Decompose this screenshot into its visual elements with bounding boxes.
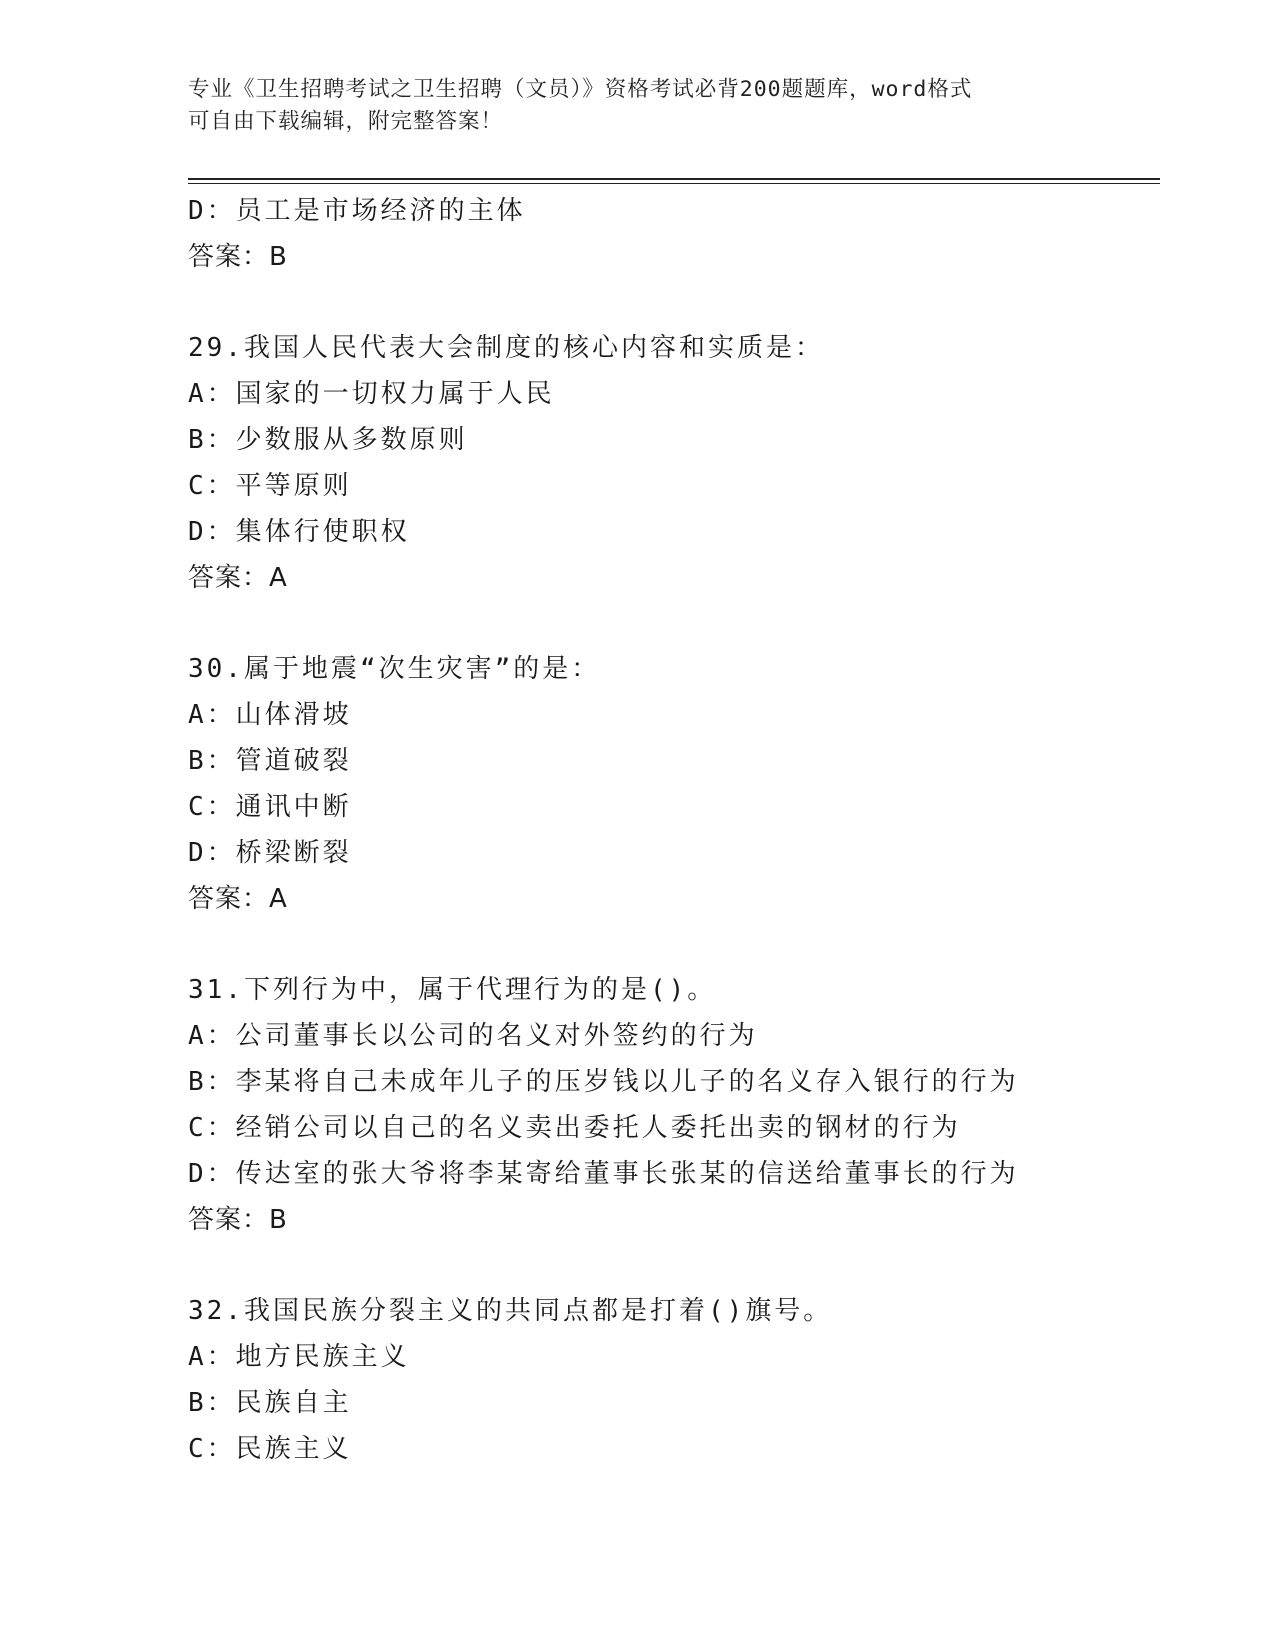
question-block-29 xyxy=(188,325,1168,601)
question-stem: 31.下列行为中，属于代理行为的是()。 xyxy=(188,975,717,1005)
answer-line: 答案：A xyxy=(188,884,288,914)
question-stem: 30.属于地震“次生灾害”的是： xyxy=(188,654,601,684)
question-block-28 xyxy=(188,188,1168,280)
option-c: C：经销公司以自己的名义卖出委托人委托出卖的钢材的行为 xyxy=(188,1113,961,1143)
option-d: D：传达室的张大爷将李某寄给董事长张某的信送给董事长的行为 xyxy=(188,1159,1019,1189)
question-stem: 29.我国人民代表大会制度的核心内容和实质是： xyxy=(188,333,824,363)
header-line-2: 可自由下载编辑，附完整答案！ xyxy=(188,109,504,134)
question-block-32 xyxy=(188,1288,1168,1472)
header-line-1: 专业《卫生招聘考试之卫生招聘（文员）》资格考试必背200题题库，word格式 xyxy=(188,77,973,102)
option-d: D：桥梁断裂 xyxy=(188,838,352,868)
option-a: A：地方民族主义 xyxy=(188,1342,410,1372)
option-b: B：民族自主 xyxy=(188,1388,352,1418)
spacer xyxy=(188,280,1168,325)
answer-line: 答案：A xyxy=(188,563,288,593)
option-c: C：民族主义 xyxy=(188,1434,352,1464)
answer-line: 答案：B xyxy=(188,242,288,272)
question-list xyxy=(188,188,1168,1472)
header-rule-thin xyxy=(188,183,1160,184)
question-block-31 xyxy=(188,967,1168,1243)
header-rule-thick xyxy=(188,178,1160,180)
option-b: B：管道破裂 xyxy=(188,746,352,776)
spacer xyxy=(188,922,1168,967)
option-a: A：山体滑坡 xyxy=(188,700,352,730)
question-stem: 32.我国民族分裂主义的共同点都是打着()旗号。 xyxy=(188,1296,833,1326)
option-c: C：通讯中断 xyxy=(188,792,352,822)
option-d: D：集体行使职权 xyxy=(188,517,410,547)
spacer xyxy=(188,601,1168,646)
spacer xyxy=(188,1243,1168,1288)
option-c: C：平等原则 xyxy=(188,471,352,501)
option-a: A：公司董事长以公司的名义对外签约的行为 xyxy=(188,1021,758,1051)
option-a: A：国家的一切权力属于人民 xyxy=(188,379,555,409)
option-b: B：少数服从多数原则 xyxy=(188,425,468,455)
option-b: B：李某将自己未成年儿子的压岁钱以儿子的名义存入银行的行为 xyxy=(188,1067,1019,1097)
question-block-30 xyxy=(188,646,1168,922)
option-d: D：员工是市场经济的主体 xyxy=(188,196,526,226)
document-header xyxy=(188,74,1088,138)
answer-line: 答案：B xyxy=(188,1205,288,1235)
